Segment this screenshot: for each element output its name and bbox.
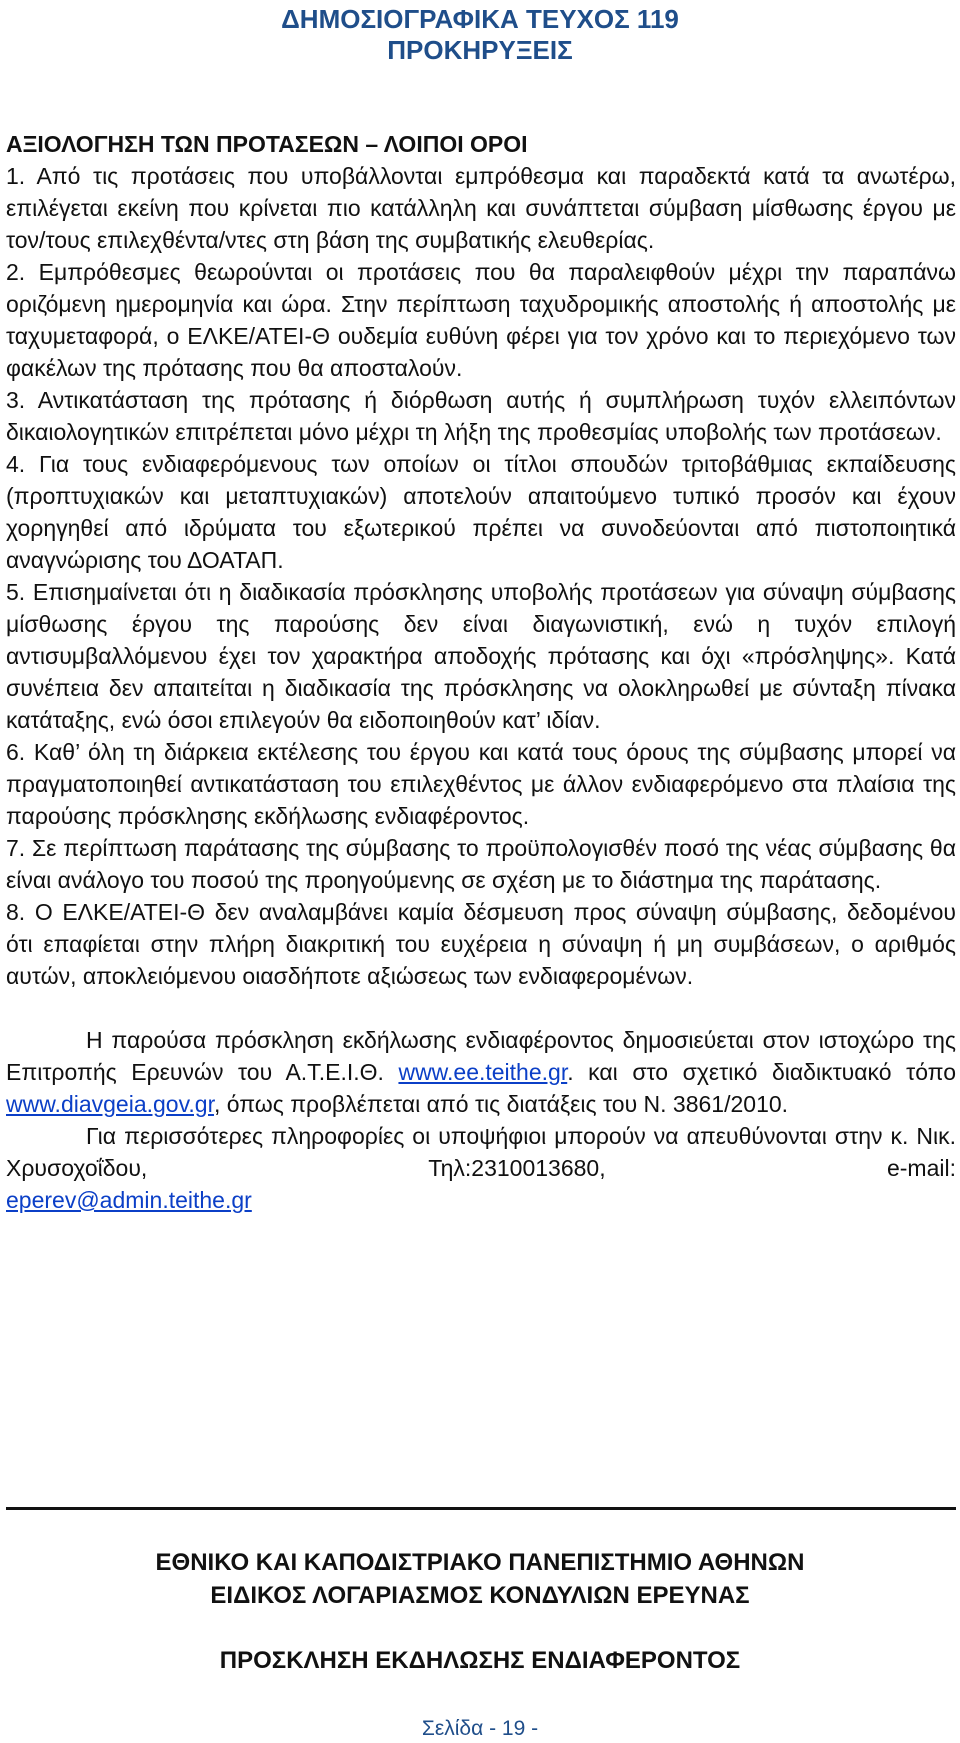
header-subtitle: ΠΡΟΚΗΡΥΞΕΙΣ bbox=[387, 35, 573, 65]
term-item-4: 4. Για τους ενδιαφερόμενους των οποίων οι τίτλοι σπουδών τριτοβάθμιας εκπαίδευσης (προπτυχιακών και μεταπτυχιακών) αποτελούν απαιτούμενο τυπικό προσόν και έχουν χορηγηθεί από ιδρύματα του εξωτερικού πρέπει να συνοδεύονται από πιστοποιητικά αναγνώρισης του ΔΟΑΤΑΠ. bbox=[6, 451, 956, 573]
publication-text-3: , όπως προβλέπεται από τις διατάξεις του Ν. 3861/2010. bbox=[213, 1091, 789, 1117]
document-body bbox=[6, 128, 956, 1216]
footer-call: ΠΡΟΣΚΛΗΣΗ ΕΚΔΗΛΩΣΗΣ ΕΝΔΙΑΦΕΡΟΝΤΟΣ bbox=[219, 1647, 741, 1674]
page-number: Σελίδα - 19 - bbox=[421, 1717, 539, 1740]
footer-university: ΕΘΝΙΚΟ ΚΑΙ ΚΑΠΟΔΙΣΤΡΙΑΚΟ ΠΑΝΕΠΙΣΤΗΜΙΟ ΑΘΗΝΩΝ bbox=[155, 1549, 805, 1576]
section-title: ΑΞΙΟΛΟΓΗΣΗ ΤΩΝ ΠΡΟΤΑΣΕΩΝ – ΛΟΙΠΟΙ ΟΡΟΙ bbox=[6, 131, 528, 157]
header-title: ΔΗΜΟΣΙΟΓΡΑΦΙΚΑ ΤΕΥΧΟΣ 119 bbox=[281, 4, 679, 34]
email-link[interactable]: eperev@admin.teithe.gr bbox=[6, 1187, 252, 1213]
term-item-3: 3. Αντικατάσταση της πρότασης ή διόρθωση αυτής ή συμπλήρωση τυχόν ελλειπόντων δικαιολογητικών επιτρέπεται μόνο μέχρι τη λήξη της προθεσμίας υποβολής των προτάσεων. bbox=[6, 387, 956, 445]
term-item-6: 6. Καθ’ όλη τη διάρκεια εκτέλεσης του έργου και κατά τους όρους της σύμβασης μπορεί να πραγματοποιηθεί αντικατάσταση του επιλεχθέντος με άλλον ενδιαφερόμενο στα πλαίσια της παρούσης πρόσκλησης εκδήλωσης ενδιαφέροντος. bbox=[6, 739, 956, 829]
ee-teithe-link[interactable]: www.ee.teithe.gr bbox=[398, 1059, 568, 1085]
term-item-2: 2. Εμπρόθεσμες θεωρούνται οι προτάσεις που θα παραλειφθούν μέχρι την παραπάνω οριζόμενη ημερομηνία και ώρα. Στην περίπτωση ταχυδρομικής αποστολής ή αποστολής με ταχυμεταφορά, ο ΕΛΚΕ/ΑΤΕΙ-Θ ουδεμία ευθύνη φέρει για τον χρόνο και το περιεχόμενο των φακέλων της πρότασης που θα αποσταλούν. bbox=[6, 259, 956, 381]
footer-account: ΕΙΔΙΚΟΣ ΛΟΓΑΡΙΑΣΜΟΣ ΚΟΝΔΥΛΙΩΝ ΕΡΕΥΝΑΣ bbox=[210, 1582, 750, 1609]
term-item-8: 8. Ο ΕΛΚΕ/ΑΤΕΙ-Θ δεν αναλαμβάνει καμία δέσμευση προς σύναψη σύμβασης, δεδομένου ότι επαφίεται στην πλήρη διακριτική του ευχέρεια η σύναψη ή μη συμβάσεων, ο αριθμός αυτών, αποκλειόμενου οιασδήποτε αξιώσεως των ενδιαφερομένων. bbox=[6, 899, 956, 989]
contact-paragraph: Για περισσότερες πληροφορίες οι υποψήφιοι μπορούν να απευθύνονται στην κ. Νικ. Χρυσοχοΐδου, Τηλ:2310013680, e-mail: bbox=[6, 1123, 956, 1181]
page-header bbox=[0, 4, 960, 66]
contact-email-line bbox=[6, 1184, 956, 1216]
publication-paragraph bbox=[6, 1024, 956, 1120]
publication-text-1: Η παρούσα πρόσκληση εκδήλωσης ενδιαφέροντος δημοσιεύεται στον ιστοχώρο της Επιτροπής Ερευνών του Α.Τ.Ε.Ι.Θ. bbox=[6, 1027, 956, 1085]
publication-text-2: . και στο σχετικό διαδικτυακό τόπο bbox=[567, 1059, 956, 1085]
term-item-1: 1. Από τις προτάσεις που υποβάλλονται εμπρόθεσμα και παραδεκτά κατά τα ανωτέρω, επιλέγεται εκείνη που κρίνεται πιο κατάλληλη και συνάπτεται σύμβαση μίσθωσης έργου με τον/τους επιλεχθέντα/ντες στη βάση της συμβατικής ελευθερίας. bbox=[6, 163, 956, 253]
term-item-5: 5. Επισημαίνεται ότι η διαδικασία πρόσκλησης υποβολής προτάσεων για σύναψη σύμβασης μίσθωσης έργου της παρούσης δεν είναι διαγωνιστική, ενώ η τυχόν επιλογή αντισυμβαλλόμενου έχει τον χαρακτήρα αποδοχής πρότασης και όχι «πρόσληψης». Κατά συνέπεια δεν απαιτείται η διαδικασία της πρόσκλησης να ολοκληρωθεί με σύνταξη πίνακα κατάταξης, ενώ όσοι επιλεγούν θα ειδοποιηθούν κατ’ ιδίαν. bbox=[6, 579, 956, 733]
footer-call-title bbox=[0, 1644, 960, 1677]
term-item-7: 7. Σε περίπτωση παράτασης της σύμβασης το προϋπολογισθέν ποσό της νέας σύμβασης θα είναι ανάλογο του ποσού της προηγούμενης σε σχέση με το διάστημα της παράτασης. bbox=[6, 835, 956, 893]
spacer bbox=[6, 992, 956, 1024]
footer-institution bbox=[0, 1546, 960, 1612]
horizontal-divider bbox=[6, 1507, 956, 1510]
diavgeia-link[interactable]: www.diavgeia.gov.gr bbox=[6, 1091, 214, 1117]
